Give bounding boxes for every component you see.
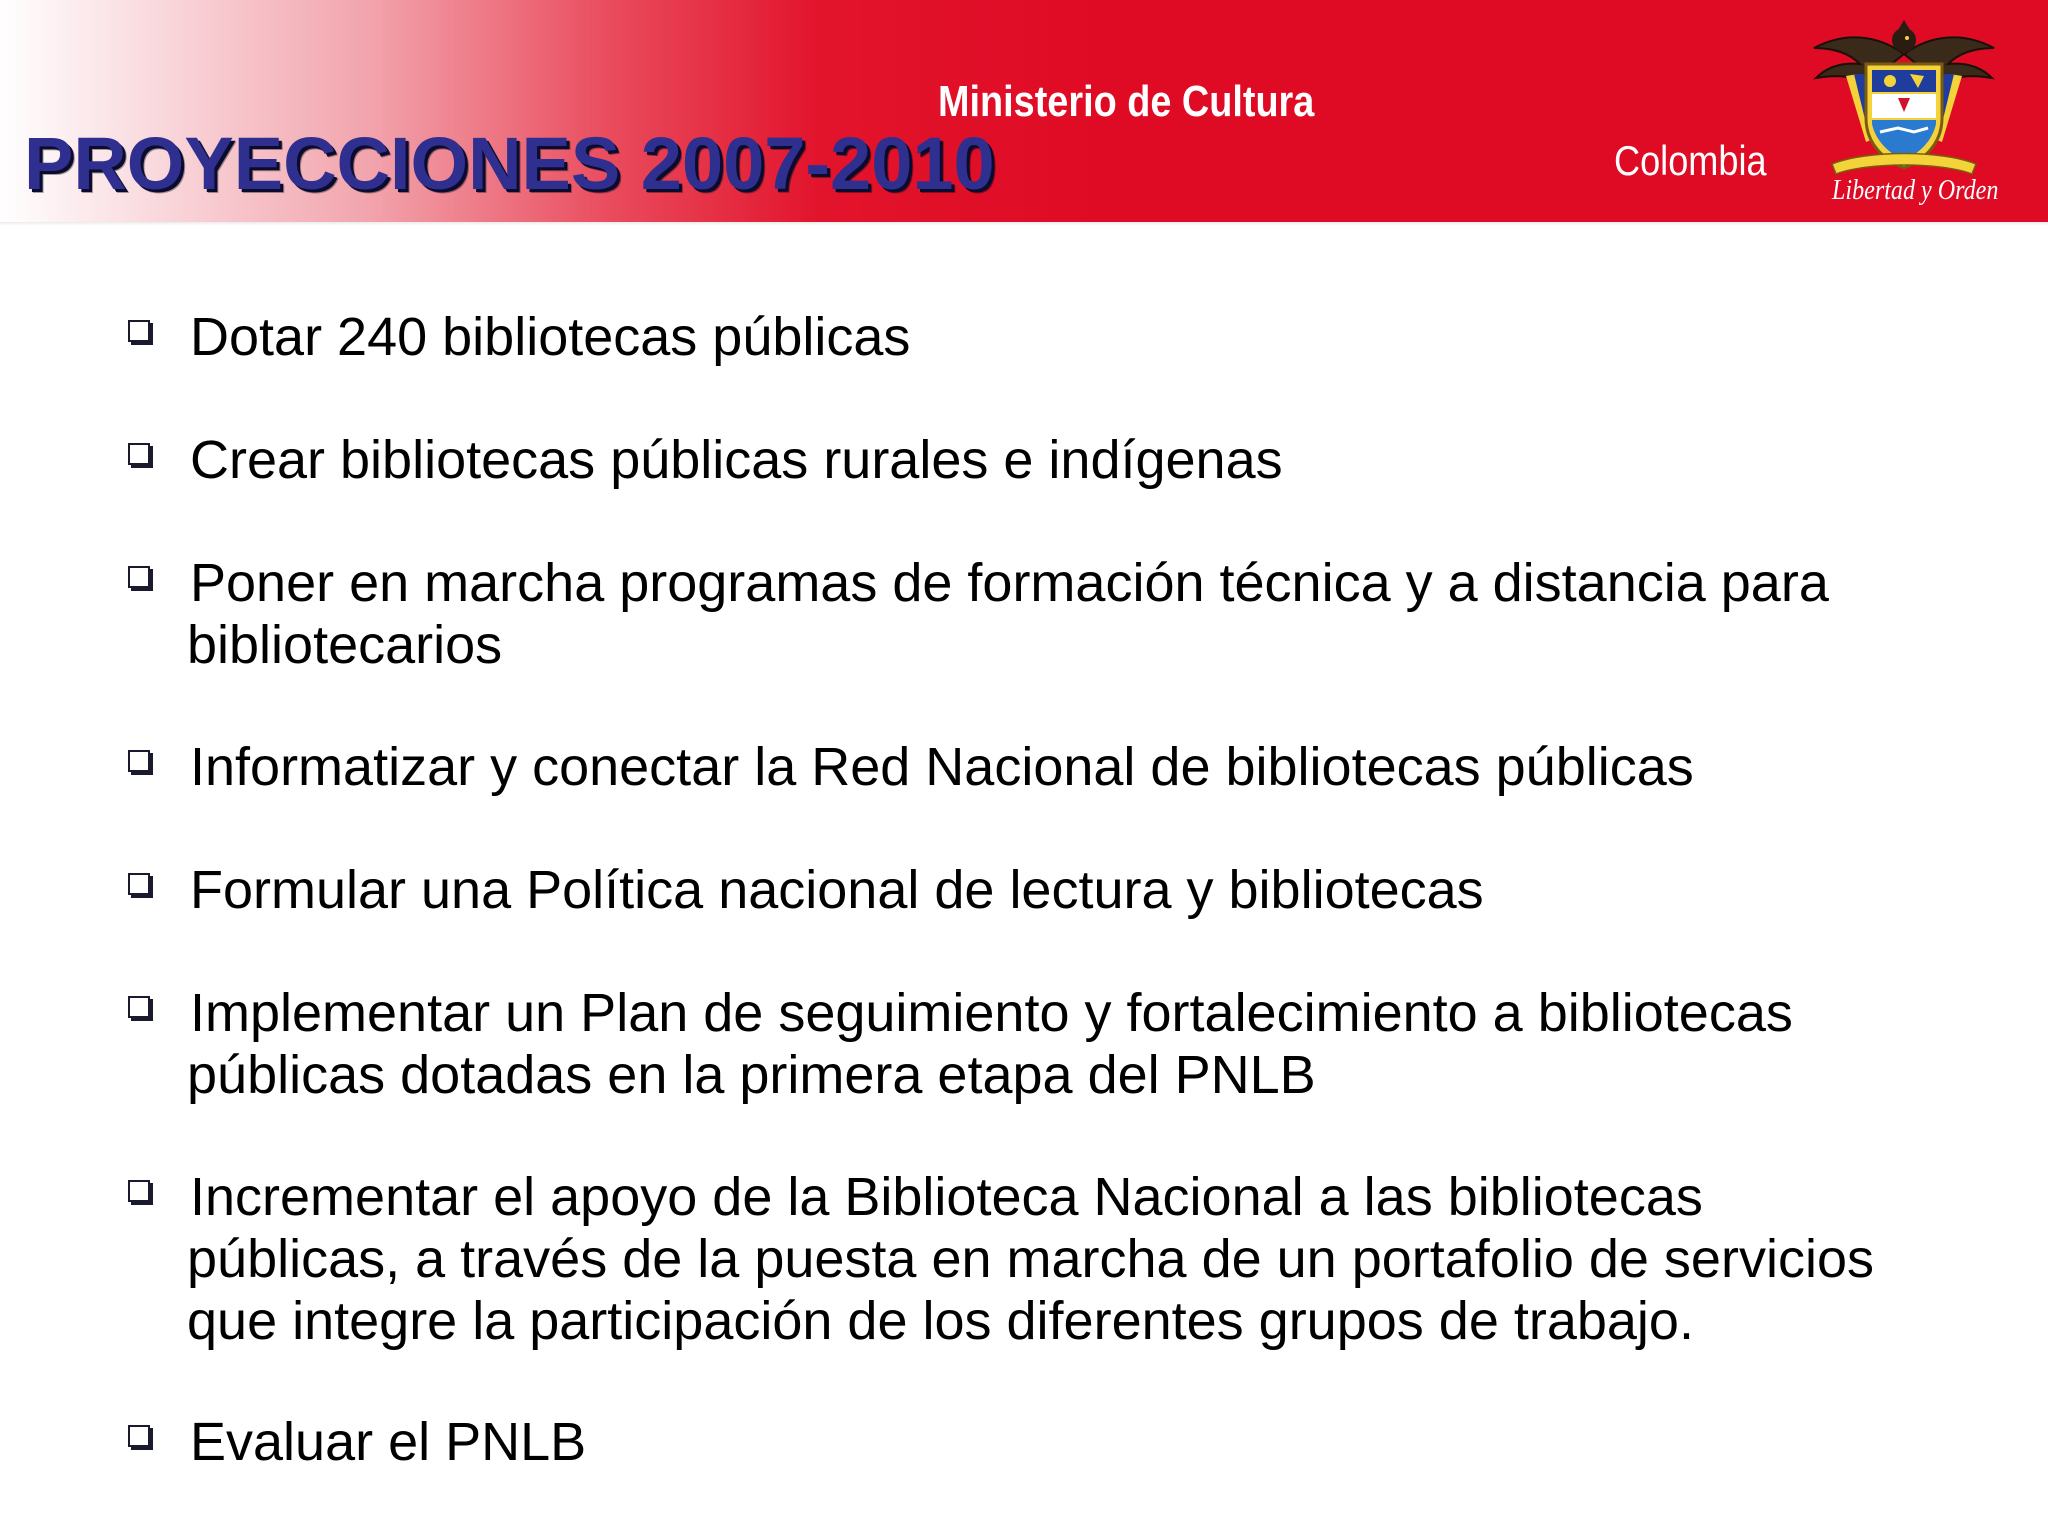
- list-item: [190, 1411, 1990, 1473]
- list-item-text: Evaluar el PNLB: [190, 1412, 587, 1472]
- square-bullet-icon: [128, 1425, 150, 1447]
- country-name: Colombia: [1614, 137, 1767, 184]
- ministry-name: Ministerio de Cultura: [938, 77, 1315, 126]
- list-item-text: públicas, a través de la puesta en marcha de un portafolio de servicios: [187, 1229, 1874, 1289]
- list-item: [190, 859, 1990, 921]
- list-item: [190, 736, 1990, 798]
- list-item: [187, 1166, 1990, 1352]
- list-item-text: Implementar un Plan de seguimiento y fortalecimiento a bibliotecas: [190, 983, 1793, 1043]
- list-item-text: Incrementar el apoyo de la Biblioteca Nacional a las bibliotecas: [190, 1167, 1703, 1227]
- list-item-text: Dotar 240 bibliotecas públicas: [190, 307, 911, 367]
- square-bullet-icon: [128, 873, 150, 895]
- square-bullet-icon: [128, 750, 150, 772]
- slide-title: PROYECCIONES 2007-2010: [24, 122, 995, 205]
- list-item: [187, 982, 1990, 1106]
- square-bullet-icon: [128, 996, 150, 1018]
- list-item-text: bibliotecarios: [187, 615, 503, 675]
- motto: Libertad y Orden: [1832, 175, 1999, 206]
- list-item-text: Informatizar y conectar la Red Nacional de bibliotecas públicas: [190, 737, 1694, 797]
- list-item: [187, 552, 1990, 676]
- list-item: [190, 306, 1990, 368]
- square-bullet-icon: [128, 443, 150, 465]
- square-bullet-icon: [128, 566, 150, 588]
- list-item-text: Poner en marcha programas de formación técnica y a distancia para: [190, 553, 1829, 613]
- list-item: [190, 429, 1990, 491]
- square-bullet-icon: [128, 1180, 150, 1202]
- list-item-text: que integre la participación de los diferentes grupos de trabajo.: [187, 1291, 1694, 1351]
- list-item-text: públicas dotadas en la primera etapa del PNLB: [187, 1045, 1316, 1105]
- list-item-text: Crear bibliotecas públicas rurales e indígenas: [190, 430, 1283, 490]
- square-bullet-icon: [128, 320, 150, 342]
- list-item-text: Formular una Política nacional de lectura y bibliotecas: [190, 860, 1484, 920]
